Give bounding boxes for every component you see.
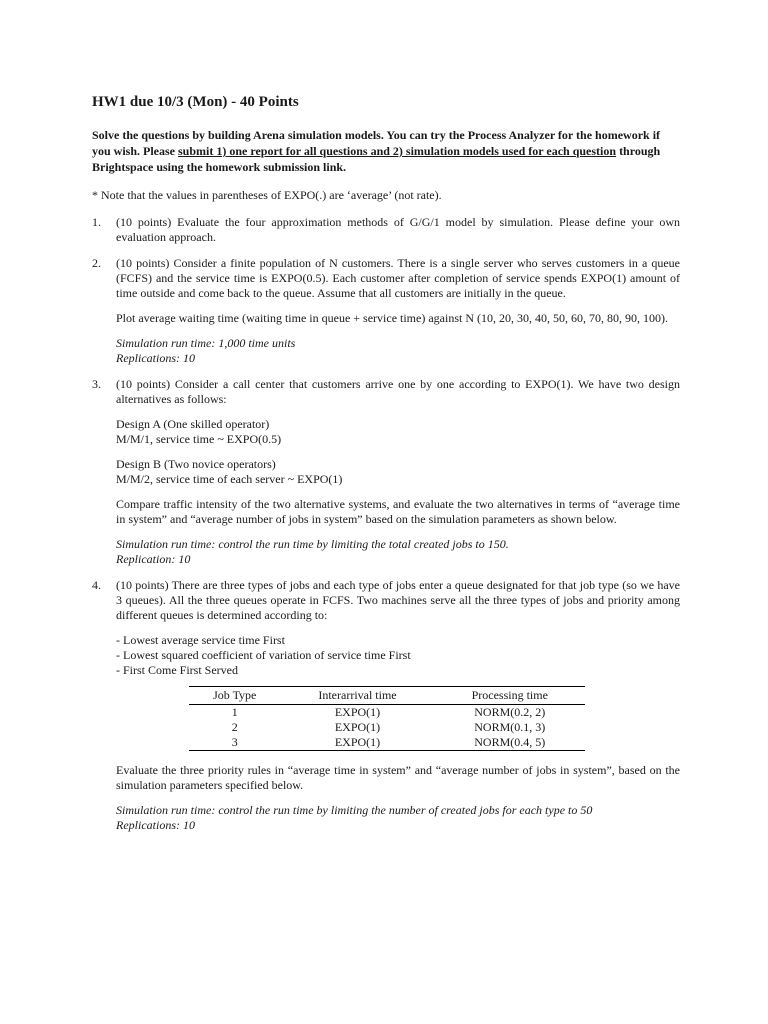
design-b-title: Design B (Two novice operators) [116, 457, 276, 471]
priority-rule: - Lowest average service time First [116, 633, 285, 647]
question-2-runtime: Simulation run time: 1,000 time units [116, 336, 296, 350]
question-2-text: (10 points) Consider a finite population of N customers. There is a single server who serves customers in a queue (FCFS) and the service time is EXPO(0.5). Each customer after completion of service spends EXPO(1) amount of time outside and come back to the queue. Assume that all customers are initially in the queue. [116, 256, 680, 300]
design-b-desc: M/M/2, service time of each server ~ EXPO(1) [116, 472, 343, 486]
page-title: HW1 due 10/3 (Mon) - 40 Points [92, 94, 299, 110]
question-2-replications: Replications: 10 [116, 351, 195, 365]
question-3-runtime: Simulation run time: control the run time by limiting the total created jobs to 150. [116, 537, 509, 551]
design-a-title: Design A (One skilled operator) [116, 417, 270, 431]
question-2 [88, 256, 680, 366]
question-number: 4. [92, 578, 101, 592]
design-a-desc: M/M/1, service time ~ EXPO(0.5) [116, 432, 282, 446]
table-cell: EXPO(1) [281, 735, 435, 751]
question-3-compare-text: Compare traffic intensity of the two alternative systems, and evaluate the two alternatives in terms of “average time in system” and “average number of jobs in system” based on the simulation parameters as shown below. [116, 497, 680, 526]
job-table [189, 686, 585, 751]
table-header: Processing time [435, 687, 586, 705]
table-cell: NORM(0.2, 2) [474, 705, 546, 719]
instructions [92, 127, 680, 175]
table-row [189, 735, 585, 751]
question-number: 3. [92, 377, 101, 391]
table-header: Job Type [189, 687, 281, 705]
question-1 [88, 215, 680, 245]
question-4-runtime: Simulation run time: control the run time by limiting the number of created jobs for each type to 50 [116, 803, 593, 817]
question-3 [88, 377, 680, 567]
question-2-plot-text: Plot average waiting time (waiting time in queue + service time) against N (10, 20, 30, 40, 50, 60, 70, 80, 90, 100). [116, 311, 668, 325]
priority-rule: - Lowest squared coefficient of variation of service time First [116, 648, 411, 662]
instructions-part1: Solve the questions by building Arena simulation models. You can try the Process Analyzer for the homework if you wish. Please [92, 128, 661, 158]
question-4-replications: Replications: 10 [116, 818, 195, 832]
instructions-underlined: submit 1) one report for all questions and 2) simulation models used for each question [178, 144, 617, 158]
table-cell: EXPO(1) [334, 705, 381, 719]
table-cell: 1 [231, 705, 238, 719]
table-header: Interarrival time [281, 687, 435, 705]
table-cell: EXPO(1) [334, 720, 381, 734]
question-number: 2. [92, 256, 101, 270]
table-cell: NORM(0.4, 5) [435, 735, 586, 751]
priority-rule: - First Come First Served [116, 663, 238, 677]
question-3-text: (10 points) Consider a call center that customers arrive one by one according to EXPO(1). We have two design alternatives as follows: [116, 377, 680, 406]
table-cell: 2 [231, 720, 238, 734]
question-3-replications: Replication: 10 [116, 552, 191, 566]
table-cell: 3 [189, 735, 281, 751]
instructions-part3: through Brightspace using the homework submission link. [92, 144, 661, 174]
table-header-row [189, 687, 585, 705]
table-row [189, 720, 585, 735]
question-1-text: (10 points) Evaluate the four approximation methods of G/G/1 model by simulation. Please define your own evaluation approach. [116, 215, 680, 244]
expo-note: * Note that the values in parentheses of EXPO(.) are ‘average’ (not rate). [92, 188, 442, 202]
table-row [189, 705, 585, 721]
question-4-evaluate-text: Evaluate the three priority rules in “average time in system” and “average number of jobs in system”, based on the simulation parameters specified below. [116, 763, 680, 792]
question-number: 1. [92, 215, 101, 229]
question-4 [88, 578, 680, 833]
question-4-text: (10 points) There are three types of jobs and each type of jobs enter a queue designated for that job type (so we have 3 queues). All the three queues operate in FCFS. Two machines serve all the three types of jobs and priority among different queues is determined according to: [116, 578, 680, 622]
table-cell: NORM(0.1, 3) [474, 720, 546, 734]
